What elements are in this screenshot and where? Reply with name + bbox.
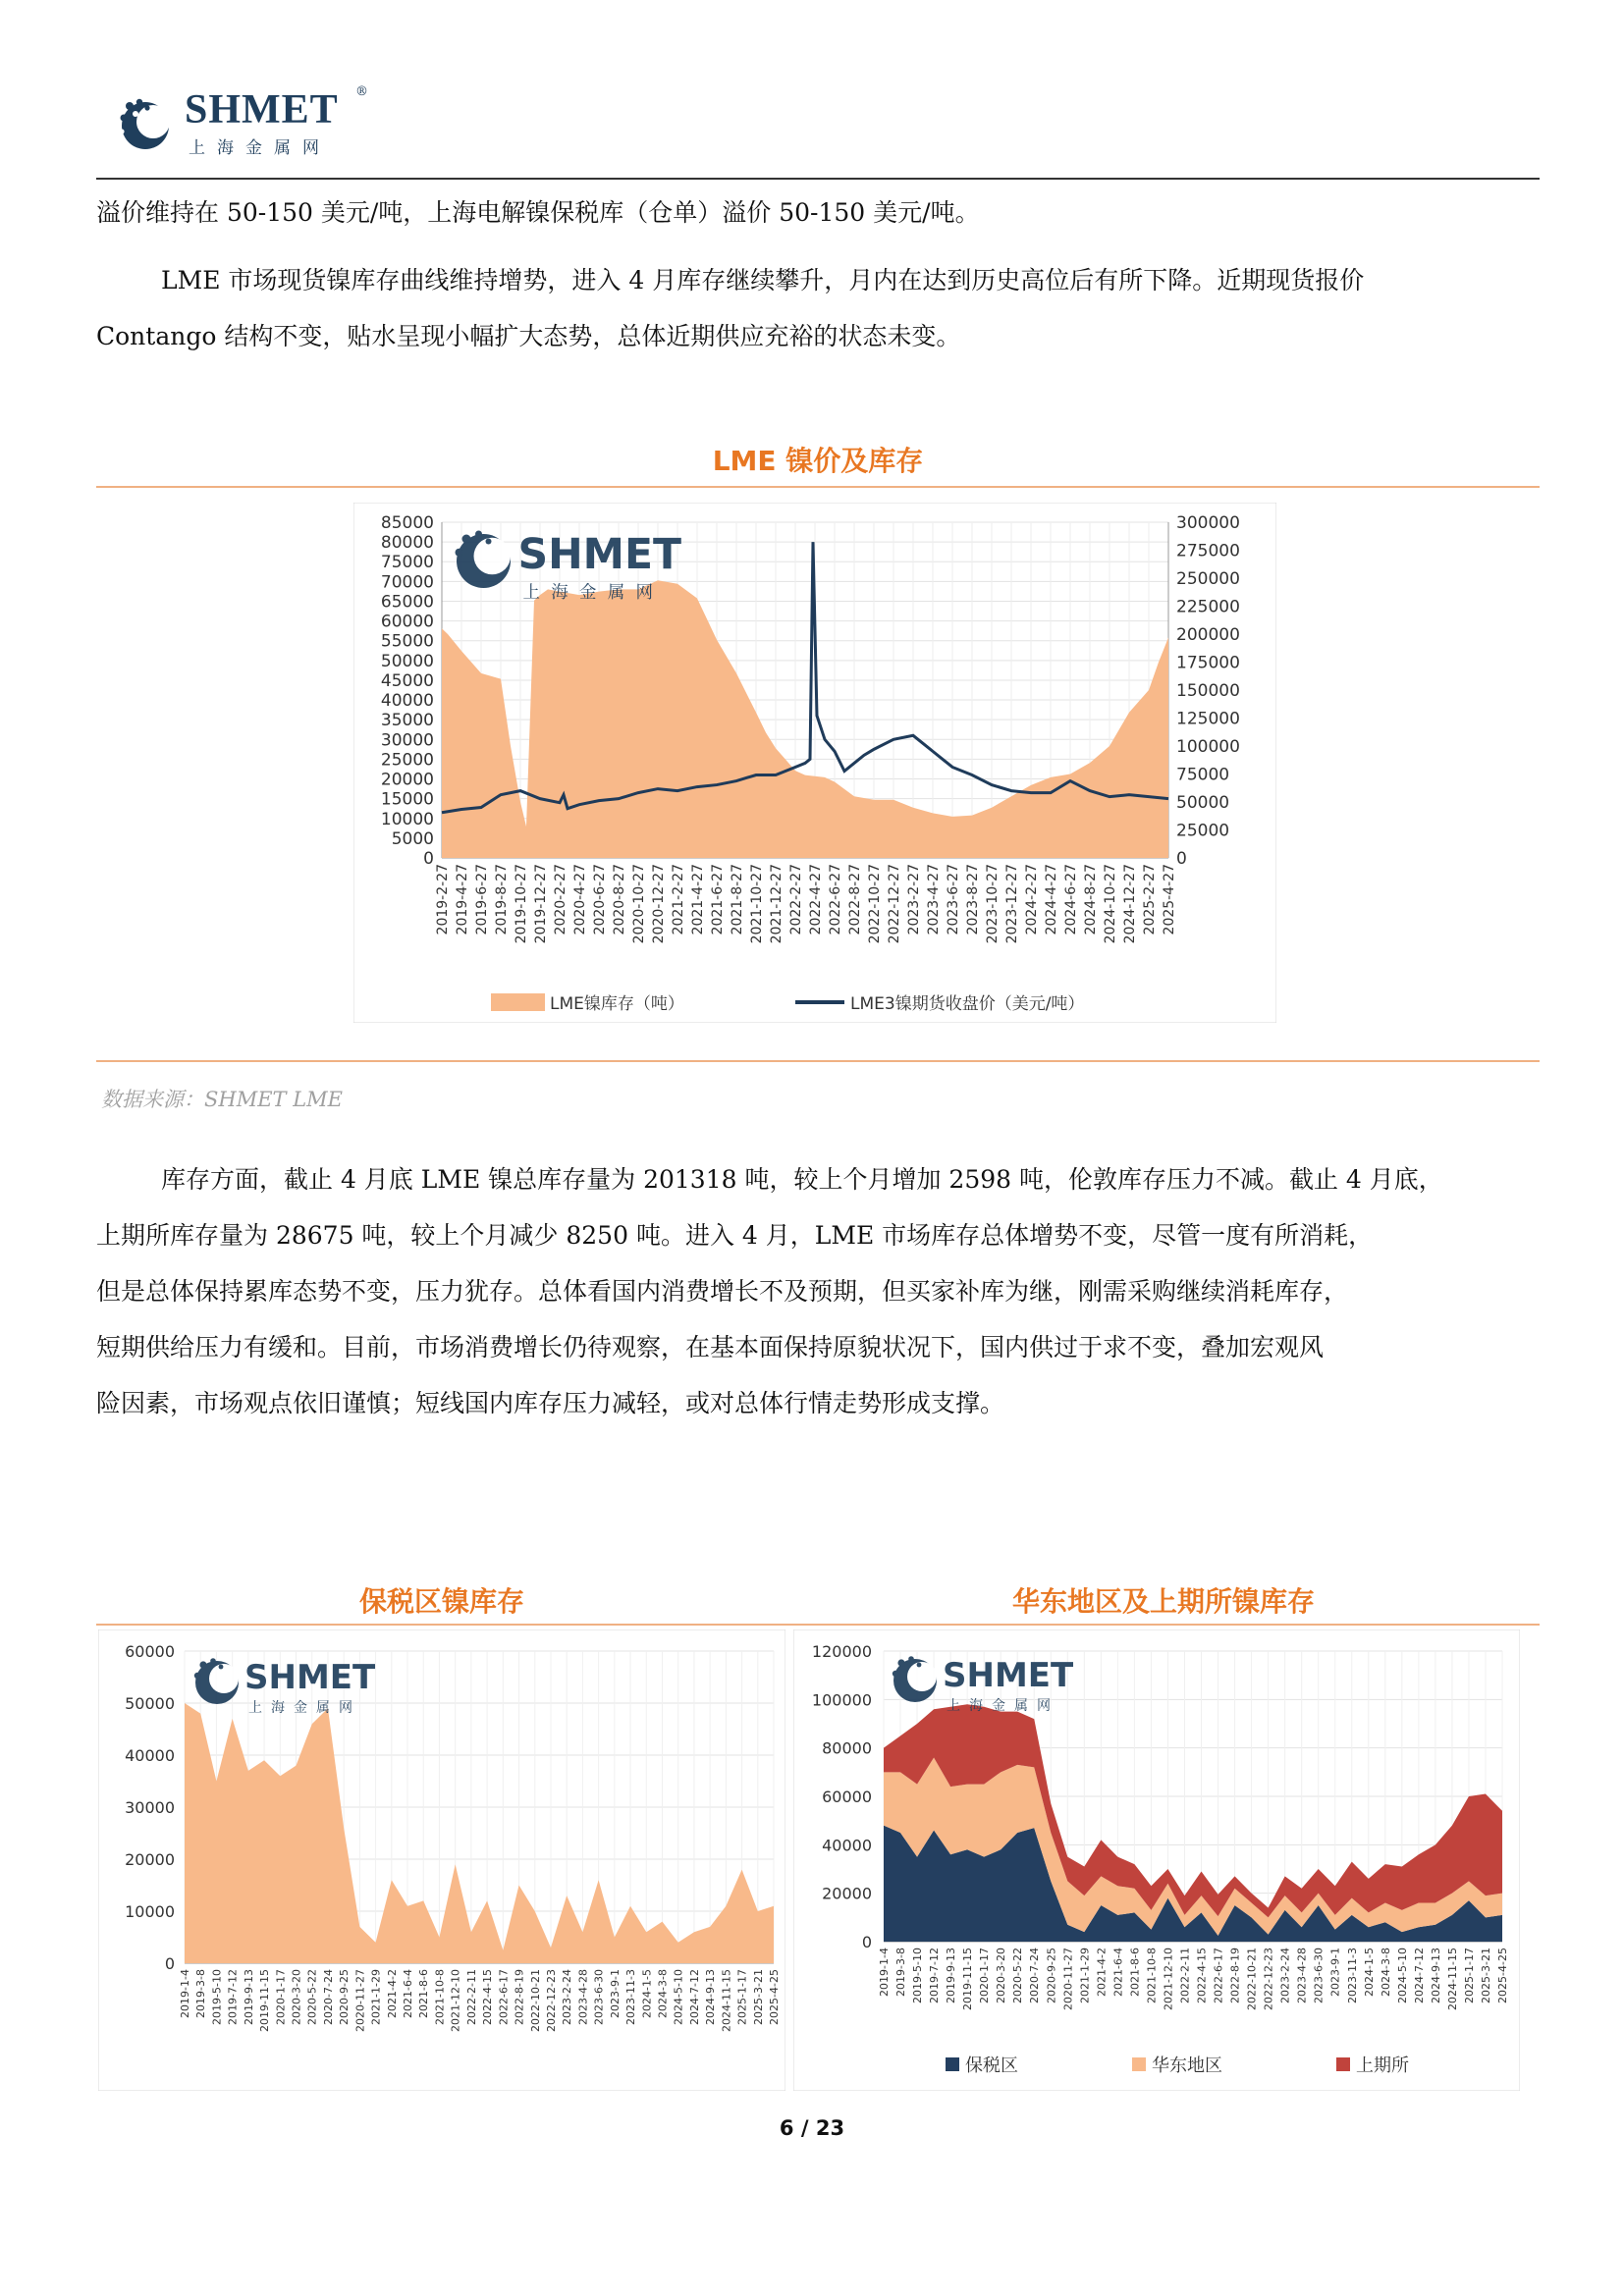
- text-line: 短期供给压力有缓和。目前，市场消费增长仍待观察，在基本面保持原貌状况下，国内供过于求不变，叠加宏观风: [96, 1333, 1325, 1362]
- x-tick-label: 2021-1-29: [1078, 1948, 1092, 2003]
- text-line: 上期所库存量为 28675 吨，较上个月减少 8250 吨。进入 4 月，LME 市场库存总体增势不变，尽管一度有所消耗，: [96, 1221, 1374, 1250]
- x-tick-label: 2021-8-27: [730, 864, 745, 935]
- x-tick-label: 2020-12-27: [651, 864, 667, 944]
- x-tick-label: 2020-8-27: [612, 864, 627, 935]
- watermark-text: SHMET: [943, 1656, 1074, 1695]
- left-tick-label: 30000: [380, 730, 434, 751]
- x-tick-label: 2019-7-12: [226, 1969, 240, 2025]
- x-tick-label: 2019-9-13: [945, 1948, 958, 2003]
- text-line: 溢价维持在 50-150 美元/吨，上海电解镍保税库（仓单）溢价 50-150 美元/吨。: [96, 198, 980, 227]
- x-tick-label: 2020-5-22: [1011, 1948, 1025, 2003]
- x-tick-label: 2024-11-15: [720, 1969, 733, 2032]
- x-tick-label: 2023-11-3: [624, 1969, 638, 2025]
- x-tick-label: 2024-5-10: [1395, 1948, 1409, 2003]
- bonded-chart-title: 保税区镍库存: [358, 1585, 524, 1618]
- x-tick-label: 2024-3-8: [656, 1969, 670, 2018]
- right-tick-label: 25000: [1176, 821, 1230, 841]
- legend-label-stock: LME镍库存（吨）: [550, 994, 684, 1014]
- text-line: 险因素，市场观点依旧谨慎；短线国内库存压力减轻，或对总体行情走势形成支撑。: [96, 1389, 1005, 1417]
- left-tick-label: 45000: [380, 670, 434, 691]
- left-tick-label: 25000: [380, 750, 434, 771]
- x-tick-label: 2023-11-3: [1345, 1948, 1359, 2003]
- page-number: 6 / 23: [779, 2116, 845, 2140]
- lme-chart: [353, 503, 1276, 1023]
- right-tick-label: 125000: [1176, 709, 1240, 729]
- watermark-globe-cut: [907, 1662, 937, 1691]
- x-tick-label: 2023-2-24: [561, 1969, 574, 2025]
- x-tick-label: 2020-2-27: [553, 864, 568, 935]
- x-tick-label: 2025-1-17: [735, 1969, 749, 2025]
- watermark-dot: [199, 1661, 206, 1668]
- left-tick-label: 0: [423, 849, 434, 869]
- x-tick-label: 2023-2-24: [1278, 1948, 1292, 2003]
- x-tick-label: 2023-9-1: [1328, 1948, 1342, 1997]
- x-tick-label: 2024-1-5: [640, 1969, 654, 2018]
- x-tick-label: 2024-2-27: [1024, 864, 1040, 935]
- x-tick-label: 2019-3-8: [894, 1948, 908, 1997]
- x-tick-label: 2022-8-19: [1228, 1948, 1242, 2003]
- x-tick-label: 2019-8-27: [494, 864, 510, 935]
- x-tick-label: 2023-4-27: [926, 864, 942, 935]
- x-tick-label: 2021-10-8: [1145, 1948, 1159, 2003]
- title-rule: [96, 1624, 1540, 1626]
- x-tick-label: 2021-8-6: [417, 1969, 431, 2018]
- x-tick-label: 2023-8-27: [965, 864, 981, 935]
- legend-swatch-stock: [491, 993, 545, 1011]
- x-tick-label: 2021-4-27: [690, 864, 706, 935]
- right-tick-label: 100000: [1176, 737, 1240, 757]
- legend-label: 保税区: [965, 2056, 1018, 2076]
- y-tick-label: 40000: [125, 1746, 175, 1765]
- x-tick-label: 2022-12-23: [544, 1969, 558, 2032]
- x-tick-label: 2022-4-15: [1195, 1948, 1209, 2003]
- x-tick-label: 2024-7-12: [1412, 1948, 1426, 2003]
- x-tick-label: 2024-8-27: [1083, 864, 1099, 935]
- x-tick-label: 2020-11-27: [1061, 1948, 1075, 2010]
- watermark-dot: [210, 1658, 216, 1664]
- x-tick-label: 2023-12-27: [1004, 864, 1020, 944]
- legend-label: 华东地区: [1152, 2056, 1222, 2076]
- logo-globe-icon: [116, 92, 181, 157]
- x-tick-label: 2024-11-15: [1445, 1948, 1459, 2010]
- x-tick-label: 2020-6-27: [592, 864, 608, 935]
- x-tick-label: 2021-2-27: [671, 864, 686, 935]
- left-tick-label: 55000: [380, 631, 434, 652]
- x-tick-label: 2022-2-27: [788, 864, 804, 935]
- x-tick-label: 2022-10-21: [1245, 1948, 1259, 2010]
- right-tick-label: 300000: [1176, 513, 1240, 533]
- watermark-dot: [908, 1656, 914, 1662]
- watermark-globe-cut: [474, 538, 512, 575]
- x-tick-label: 2021-12-10: [449, 1969, 462, 2032]
- x-tick-label: 2022-6-27: [828, 864, 843, 935]
- x-tick-label: 2025-4-25: [768, 1969, 781, 2025]
- watermark-dot: [462, 535, 471, 544]
- x-tick-label: 2024-9-13: [1429, 1948, 1442, 2003]
- x-tick-label: 2023-6-30: [592, 1969, 606, 2025]
- legend-swatch: [1132, 2057, 1146, 2071]
- x-tick-label: 2020-3-20: [995, 1948, 1008, 2003]
- x-tick-label: 2020-9-25: [1045, 1948, 1058, 2003]
- x-tick-label: 2021-10-27: [749, 864, 765, 944]
- x-tick-label: 2020-3-20: [290, 1969, 303, 2025]
- right-tick-label: 50000: [1176, 793, 1230, 813]
- x-tick-label: 2022-10-27: [867, 864, 883, 944]
- y-tick-label: 100000: [811, 1690, 872, 1710]
- y-tick-label: 50000: [125, 1694, 175, 1713]
- x-tick-label: 2020-1-17: [274, 1969, 288, 2025]
- x-tick-label: 2025-4-25: [1496, 1948, 1509, 2003]
- text-line: 库存方面，截止 4 月底 LME 镍总库存量为 201318 吨，较上个月增加 2598 吨，伦敦库存压力不减。截止 4 月底，: [161, 1165, 1443, 1194]
- y-tick-label: 40000: [822, 1836, 872, 1855]
- watermark-subtitle: 上海金属网: [248, 1700, 361, 1716]
- text-line: Contango 结构不变，贴水呈现小幅扩大态势，总体近期供应充裕的状态未变。: [96, 322, 961, 350]
- x-tick-label: 2022-4-27: [808, 864, 824, 935]
- x-tick-label: 2022-12-23: [1262, 1948, 1275, 2010]
- x-tick-label: 2021-4-2: [1095, 1948, 1109, 1997]
- right-tick-label: 0: [1176, 849, 1187, 869]
- x-tick-label: 2020-9-25: [338, 1969, 352, 2025]
- x-tick-label: 2019-1-4: [179, 1969, 191, 2018]
- x-tick-label: 2019-11-15: [258, 1969, 272, 2032]
- left-tick-label: 60000: [380, 612, 434, 632]
- x-tick-label: 2020-4-27: [572, 864, 588, 935]
- x-tick-label: 2019-5-10: [911, 1948, 925, 2003]
- right-tick-label: 275000: [1176, 541, 1240, 561]
- right-tick-label: 175000: [1176, 653, 1240, 673]
- watermark-subtitle: 上海金属网: [522, 583, 665, 603]
- x-tick-label: 2024-12-27: [1122, 864, 1138, 944]
- x-tick-label: 2019-10-27: [514, 864, 529, 944]
- watermark-dot: [194, 1673, 200, 1679]
- header-rule: [96, 178, 1540, 180]
- y-tick-label: 120000: [811, 1642, 872, 1661]
- left-tick-label: 75000: [380, 553, 434, 573]
- x-tick-label: 2022-4-15: [481, 1969, 495, 2025]
- left-tick-label: 85000: [380, 513, 434, 533]
- x-tick-label: 2021-8-6: [1128, 1948, 1142, 1997]
- x-tick-label: 2022-2-11: [1178, 1948, 1192, 2003]
- watermark-dot: [475, 531, 482, 538]
- paragraph-1: [96, 185, 1540, 240]
- text-line: 但是总体保持累库态势不变，压力犹存。总体看国内消费增长不及预期，但买家补库为继，刚需采购继续消耗库存，: [96, 1277, 1349, 1306]
- x-tick-label: 2021-6-4: [1111, 1948, 1125, 1997]
- lme-chart-title: LME 镍价及库存: [712, 445, 924, 477]
- y-tick-label: 0: [164, 1954, 175, 1973]
- x-tick-label: 2023-9-1: [608, 1969, 622, 2018]
- legend-label: 上期所: [1356, 2056, 1409, 2076]
- x-tick-label: 2025-2-27: [1142, 864, 1158, 935]
- watermark-text: SHMET: [517, 531, 681, 579]
- x-tick-label: 2024-7-12: [687, 1969, 701, 2025]
- y-tick-label: 20000: [822, 1884, 872, 1903]
- legend-label-price: LME3镍期货收盘价（美元/吨）: [850, 994, 1085, 1014]
- y-tick-label: 0: [861, 1933, 872, 1951]
- left-tick-label: 65000: [380, 592, 434, 613]
- east-chart: [793, 1629, 1520, 2091]
- x-tick-label: 2020-10-27: [631, 864, 647, 944]
- x-tick-label: 2021-10-8: [433, 1969, 447, 2025]
- x-tick-label: 2024-5-10: [672, 1969, 685, 2025]
- x-tick-label: 2023-10-27: [985, 864, 1001, 944]
- x-tick-label: 2020-11-27: [353, 1969, 367, 2032]
- watermark-dot: [456, 549, 463, 557]
- x-tick-label: 2021-12-10: [1162, 1948, 1175, 2010]
- x-tick-label: 2019-12-27: [533, 864, 549, 944]
- x-tick-label: 2019-11-15: [961, 1948, 975, 2010]
- source-note: 数据来源：SHMET LME: [101, 1088, 343, 1111]
- x-tick-label: 2022-10-21: [528, 1969, 542, 2032]
- watermark-subtitle: 上海金属网: [947, 1698, 1059, 1714]
- y-tick-label: 20000: [125, 1850, 175, 1869]
- x-tick-label: 2022-12-27: [887, 864, 902, 944]
- watermark-dot: [486, 539, 492, 545]
- x-tick-label: 2022-2-11: [464, 1969, 478, 2025]
- right-tick-label: 250000: [1176, 569, 1240, 589]
- x-tick-label: 2019-3-8: [194, 1969, 208, 2018]
- y-tick-label: 60000: [125, 1642, 175, 1661]
- x-tick-label: 2021-1-29: [369, 1969, 383, 2025]
- watermark-dot: [897, 1659, 904, 1666]
- x-tick-label: 2025-1-17: [1462, 1948, 1476, 2003]
- bonded-chart: [98, 1629, 785, 2091]
- x-tick-label: 2022-6-17: [1212, 1948, 1225, 2003]
- paragraph-2: [96, 252, 1540, 364]
- text-line: LME 市场现货镍库存曲线维持增势，进入 4 月库存继续攀升，月内在达到历史高位后有所下降。近期现货报价: [161, 266, 1365, 294]
- logo-subtitle: 上海金属网: [189, 138, 331, 158]
- x-tick-label: 2022-8-27: [847, 864, 863, 935]
- east-chart-title: 华东地区及上期所镍库存: [1011, 1585, 1315, 1618]
- x-tick-label: 2019-9-13: [242, 1969, 255, 2025]
- watermark-dot: [219, 1665, 224, 1670]
- x-tick-label: 2024-6-27: [1063, 864, 1079, 935]
- y-tick-label: 10000: [125, 1902, 175, 1921]
- x-tick-label: 2023-4-28: [1295, 1948, 1309, 2003]
- x-tick-label: 2020-7-24: [1028, 1948, 1042, 2003]
- left-tick-label: 40000: [380, 691, 434, 712]
- x-tick-label: 2023-2-27: [906, 864, 922, 935]
- logo-text: SHMET: [185, 87, 339, 133]
- x-tick-label: 2023-6-30: [1312, 1948, 1326, 2003]
- watermark-text: SHMET: [244, 1658, 376, 1697]
- x-tick-label: 2025-3-21: [1479, 1948, 1492, 2003]
- y-tick-label: 80000: [822, 1738, 872, 1758]
- right-tick-label: 75000: [1176, 765, 1230, 785]
- x-tick-label: 2024-1-5: [1362, 1948, 1376, 1997]
- legend-swatch: [1336, 2057, 1350, 2071]
- shmet-logo: [116, 84, 371, 163]
- left-tick-label: 20000: [380, 770, 434, 790]
- x-tick-label: 2020-1-17: [978, 1948, 992, 2003]
- watermark-dot: [893, 1671, 898, 1677]
- x-tick-label: 2019-4-27: [455, 864, 470, 935]
- x-tick-label: 2019-7-12: [928, 1948, 942, 2003]
- x-tick-label: 2020-5-22: [305, 1969, 319, 2025]
- x-tick-label: 2022-6-17: [497, 1969, 511, 2025]
- x-tick-label: 2021-6-4: [402, 1969, 415, 2018]
- x-tick-label: 2024-3-8: [1379, 1948, 1392, 1997]
- watermark-dot: [917, 1663, 922, 1668]
- x-tick-label: 2022-8-19: [513, 1969, 526, 2025]
- x-tick-label: 2019-2-27: [435, 864, 451, 935]
- left-tick-label: 10000: [380, 809, 434, 829]
- watermark-globe-cut: [209, 1664, 239, 1693]
- y-tick-label: 60000: [822, 1788, 872, 1806]
- x-tick-label: 2019-6-27: [474, 864, 490, 935]
- paragraph-3: [96, 1151, 1540, 1431]
- x-tick-label: 2023-6-27: [946, 864, 961, 935]
- logo-registered: ®: [355, 84, 368, 99]
- right-tick-label: 225000: [1176, 597, 1240, 617]
- right-tick-label: 150000: [1176, 681, 1240, 701]
- title-rule: [96, 486, 1540, 488]
- x-tick-label: 2019-5-10: [210, 1969, 224, 2025]
- left-tick-label: 50000: [380, 651, 434, 671]
- left-tick-label: 80000: [380, 533, 434, 554]
- x-tick-label: 2025-4-27: [1162, 864, 1177, 935]
- x-tick-label: 2024-9-13: [704, 1969, 718, 2025]
- left-tick-label: 35000: [380, 711, 434, 731]
- right-tick-label: 200000: [1176, 625, 1240, 645]
- x-tick-label: 2024-10-27: [1103, 864, 1118, 944]
- x-tick-label: 2025-3-21: [751, 1969, 765, 2025]
- x-tick-label: 2019-1-4: [878, 1948, 891, 1997]
- legend-swatch: [946, 2057, 959, 2071]
- x-tick-label: 2024-4-27: [1044, 864, 1059, 935]
- y-tick-label: 30000: [125, 1798, 175, 1817]
- x-tick-label: 2020-7-24: [321, 1969, 335, 2025]
- chart-bottom-rule: [96, 1060, 1540, 1062]
- left-tick-label: 70000: [380, 572, 434, 593]
- left-tick-label: 5000: [391, 828, 434, 849]
- left-tick-label: 15000: [380, 789, 434, 810]
- x-tick-label: 2021-4-2: [385, 1969, 399, 2018]
- x-tick-label: 2023-4-28: [576, 1969, 590, 2025]
- x-tick-label: 2021-12-27: [769, 864, 785, 944]
- x-tick-label: 2021-6-27: [710, 864, 726, 935]
